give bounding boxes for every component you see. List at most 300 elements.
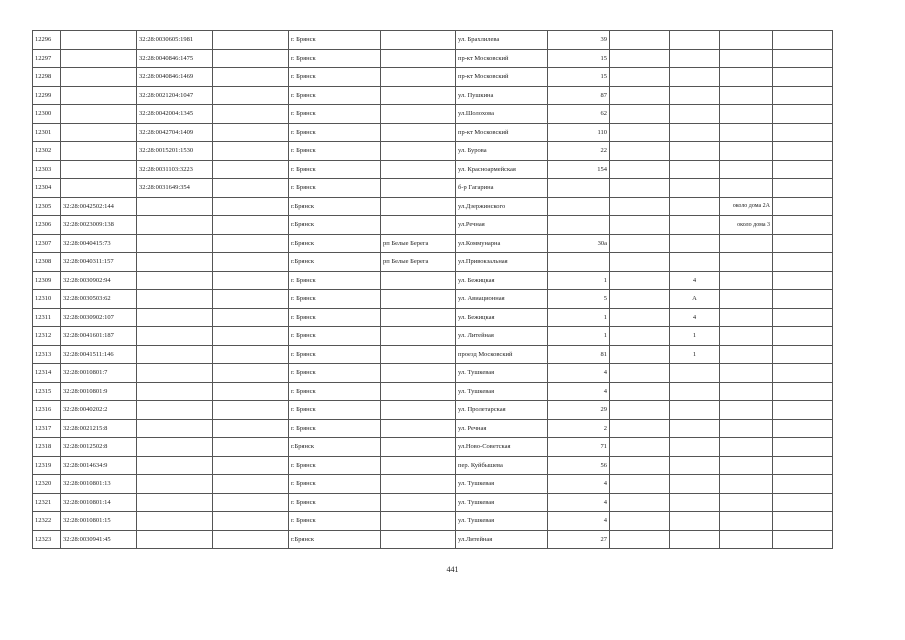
cell-id: 12321 (33, 493, 61, 512)
cell-cad-a: 32:28:0010801:9 (61, 382, 137, 401)
cell-id: 12320 (33, 475, 61, 494)
cell-bld (670, 49, 720, 68)
cell-empty (773, 364, 833, 383)
cell-empty (610, 86, 670, 105)
table-row (33, 216, 833, 235)
cell-city: г. Брянск (289, 179, 381, 198)
cell-empty (610, 68, 670, 87)
cell-empty (773, 382, 833, 401)
cell-district (381, 327, 456, 346)
cell-empty (213, 456, 289, 475)
cell-city: г. Брянск (289, 475, 381, 494)
cell-note (720, 512, 773, 531)
cell-city: г. Брянск (289, 49, 381, 68)
table-row (33, 160, 833, 179)
cell-empty (213, 86, 289, 105)
cell-cad-a (61, 142, 137, 161)
table-body (33, 31, 833, 549)
cell-cad-b: 32:28:0031103:3223 (137, 160, 213, 179)
cell-street: ул.Литейная (456, 530, 548, 549)
cell-cad-a: 32:28:0040202:2 (61, 401, 137, 420)
cell-empty (610, 493, 670, 512)
cell-cad-b (137, 512, 213, 531)
cell-district (381, 382, 456, 401)
cell-empty (773, 160, 833, 179)
cell-empty (213, 290, 289, 309)
cell-bld (670, 123, 720, 142)
cell-empty (213, 68, 289, 87)
cell-street: ул. Тушкевая (456, 475, 548, 494)
cell-id: 12313 (33, 345, 61, 364)
cell-city: г.Брянск (289, 438, 381, 457)
cell-empty (610, 123, 670, 142)
cell-cad-b: 32:28:0040846:1469 (137, 68, 213, 87)
cell-house: 4 (548, 382, 610, 401)
registry-table (32, 30, 833, 549)
cell-bld (670, 253, 720, 272)
cell-note (720, 382, 773, 401)
cell-id: 12317 (33, 419, 61, 438)
cell-cad-b: 32:28:0040846:1475 (137, 49, 213, 68)
cell-empty (610, 290, 670, 309)
cell-street: б-р Гагарина (456, 179, 548, 198)
cell-bld (670, 475, 720, 494)
cell-empty (610, 179, 670, 198)
cell-cad-a: 32:28:0030902:94 (61, 271, 137, 290)
cell-empty (773, 327, 833, 346)
cell-cad-b (137, 253, 213, 272)
table-row (33, 308, 833, 327)
cell-district (381, 401, 456, 420)
cell-empty (610, 216, 670, 235)
cell-cad-b (137, 216, 213, 235)
cell-note (720, 142, 773, 161)
table-row (33, 475, 833, 494)
cell-note: около дома 3 (720, 216, 773, 235)
cell-street: ул. Тушкевая (456, 382, 548, 401)
cell-id: 12301 (33, 123, 61, 142)
cell-district (381, 68, 456, 87)
cell-cad-b (137, 382, 213, 401)
cell-street: ул.Шолохова (456, 105, 548, 124)
cell-empty (773, 123, 833, 142)
cell-city: г.Брянск (289, 234, 381, 253)
cell-house: 27 (548, 530, 610, 549)
cell-empty (773, 142, 833, 161)
cell-empty (610, 271, 670, 290)
cell-district (381, 86, 456, 105)
cell-id: 12316 (33, 401, 61, 420)
cell-district (381, 530, 456, 549)
cell-empty (610, 530, 670, 549)
cell-house: 4 (548, 475, 610, 494)
cell-empty (773, 530, 833, 549)
cell-city: г.Брянск (289, 197, 381, 216)
cell-empty (213, 419, 289, 438)
cell-house: 15 (548, 49, 610, 68)
cell-district (381, 438, 456, 457)
cell-empty (773, 179, 833, 198)
cell-district (381, 512, 456, 531)
cell-note (720, 160, 773, 179)
cell-empty (213, 327, 289, 346)
cell-house: 2 (548, 419, 610, 438)
cell-id: 12312 (33, 327, 61, 346)
cell-house: 87 (548, 86, 610, 105)
cell-cad-b: 32:28:0030605:1981 (137, 31, 213, 50)
cell-bld (670, 530, 720, 549)
cell-note (720, 234, 773, 253)
cell-id: 12310 (33, 290, 61, 309)
cell-city: г. Брянск (289, 364, 381, 383)
cell-bld (670, 401, 720, 420)
cell-empty (213, 271, 289, 290)
cell-street: ул. Речная (456, 419, 548, 438)
cell-empty (773, 216, 833, 235)
cell-empty (773, 234, 833, 253)
cell-cad-a (61, 179, 137, 198)
cell-empty (213, 49, 289, 68)
table-row (33, 49, 833, 68)
cell-street: ул. Бурова (456, 142, 548, 161)
cell-empty (213, 31, 289, 50)
cell-street: ул.Ново-Советская (456, 438, 548, 457)
cell-bld (670, 86, 720, 105)
cell-street: ул. Авиационная (456, 290, 548, 309)
cell-empty (213, 345, 289, 364)
cell-city: г. Брянск (289, 401, 381, 420)
cell-empty (773, 512, 833, 531)
cell-bld (670, 456, 720, 475)
cell-cad-a: 32:28:0041601:187 (61, 327, 137, 346)
cell-bld (670, 382, 720, 401)
cell-cad-a: 32:28:0041511:146 (61, 345, 137, 364)
cell-note (720, 271, 773, 290)
cell-bld (670, 142, 720, 161)
cell-house (548, 216, 610, 235)
cell-street: ул. Брахлилева (456, 31, 548, 50)
cell-district: рп Белые Берега (381, 234, 456, 253)
cell-district (381, 105, 456, 124)
cell-house: 1 (548, 327, 610, 346)
cell-note (720, 327, 773, 346)
cell-note (720, 475, 773, 494)
cell-cad-a: 32:28:0010801:7 (61, 364, 137, 383)
cell-bld: А (670, 290, 720, 309)
cell-street: ул. Тушкевая (456, 512, 548, 531)
cell-district (381, 123, 456, 142)
cell-cad-a: 32:28:0040415:73 (61, 234, 137, 253)
table-row (33, 345, 833, 364)
cell-house: 71 (548, 438, 610, 457)
cell-cad-a (61, 105, 137, 124)
cell-empty (213, 216, 289, 235)
table-row (33, 31, 833, 50)
cell-cad-a: 32:28:0010801:13 (61, 475, 137, 494)
cell-house (548, 179, 610, 198)
cell-cad-b (137, 530, 213, 549)
cell-cad-b (137, 327, 213, 346)
cell-empty (610, 475, 670, 494)
cell-bld (670, 438, 720, 457)
cell-id: 12306 (33, 216, 61, 235)
cell-house: 4 (548, 512, 610, 531)
table-row (33, 253, 833, 272)
cell-city: г. Брянск (289, 382, 381, 401)
table-row (33, 456, 833, 475)
cell-district (381, 364, 456, 383)
cell-city: г.Брянск (289, 216, 381, 235)
table-row (33, 179, 833, 198)
cell-bld (670, 234, 720, 253)
cell-empty (213, 475, 289, 494)
cell-street: ул. Пушкина (456, 86, 548, 105)
cell-id: 12314 (33, 364, 61, 383)
cell-cad-b (137, 197, 213, 216)
cell-empty (610, 142, 670, 161)
cell-district (381, 345, 456, 364)
cell-empty (213, 530, 289, 549)
cell-empty (610, 160, 670, 179)
cell-cad-a: 32:28:0012502:8 (61, 438, 137, 457)
cell-district (381, 290, 456, 309)
cell-empty (610, 105, 670, 124)
cell-street: пр-кт Московский (456, 123, 548, 142)
cell-empty (773, 86, 833, 105)
cell-empty (213, 234, 289, 253)
cell-street: ул. Пролетарская (456, 401, 548, 420)
cell-street: ул.Привокзальная (456, 253, 548, 272)
cell-cad-b (137, 271, 213, 290)
cell-street: ул. Бежицкая (456, 308, 548, 327)
cell-empty (213, 438, 289, 457)
cell-id: 12303 (33, 160, 61, 179)
cell-city: г. Брянск (289, 31, 381, 50)
cell-note (720, 49, 773, 68)
cell-house: 62 (548, 105, 610, 124)
cell-empty (773, 105, 833, 124)
table-row (33, 105, 833, 124)
cell-empty (773, 419, 833, 438)
table-row (33, 438, 833, 457)
table-row (33, 419, 833, 438)
cell-cad-a (61, 86, 137, 105)
cell-cad-a: 32:28:0010801:15 (61, 512, 137, 531)
cell-city: г. Брянск (289, 271, 381, 290)
cell-street: пер. Куйбышева (456, 456, 548, 475)
table-row (33, 493, 833, 512)
cell-bld (670, 364, 720, 383)
cell-empty (773, 308, 833, 327)
cell-cad-a: 32:28:0040311:157 (61, 253, 137, 272)
cell-id: 12318 (33, 438, 61, 457)
table-row (33, 382, 833, 401)
cell-id: 12304 (33, 179, 61, 198)
cell-cad-b (137, 308, 213, 327)
cell-cad-b (137, 401, 213, 420)
cell-bld (670, 31, 720, 50)
cell-empty (773, 31, 833, 50)
cell-street: пр-кт Московский (456, 49, 548, 68)
table-row (33, 123, 833, 142)
cell-street: ул. Литейная (456, 327, 548, 346)
cell-id: 12311 (33, 308, 61, 327)
cell-empty (213, 123, 289, 142)
cell-note (720, 308, 773, 327)
cell-note: около дома 2А (720, 197, 773, 216)
cell-bld: 4 (670, 308, 720, 327)
cell-city: г. Брянск (289, 290, 381, 309)
cell-empty (213, 401, 289, 420)
cell-cad-b (137, 345, 213, 364)
cell-empty (610, 308, 670, 327)
cell-cad-a: 32:28:0042502:144 (61, 197, 137, 216)
cell-cad-a: 32:28:0030941:45 (61, 530, 137, 549)
cell-district (381, 216, 456, 235)
cell-city: г. Брянск (289, 327, 381, 346)
cell-street: ул. Красноармейская (456, 160, 548, 179)
cell-house: 15 (548, 68, 610, 87)
table-row (33, 142, 833, 161)
cell-bld (670, 105, 720, 124)
cell-empty (773, 271, 833, 290)
cell-house: 29 (548, 401, 610, 420)
cell-empty (610, 512, 670, 531)
cell-note (720, 31, 773, 50)
cell-street: ул.Коммунарна (456, 234, 548, 253)
cell-city: г. Брянск (289, 345, 381, 364)
cell-district: рп Белые Берега (381, 253, 456, 272)
cell-empty (610, 327, 670, 346)
cell-empty (610, 253, 670, 272)
cell-city: г. Брянск (289, 68, 381, 87)
cell-empty (610, 419, 670, 438)
cell-id: 12309 (33, 271, 61, 290)
cell-city: г. Брянск (289, 456, 381, 475)
table-row (33, 530, 833, 549)
cell-city: г. Брянск (289, 123, 381, 142)
cell-note (720, 419, 773, 438)
cell-empty (610, 456, 670, 475)
cell-house: 22 (548, 142, 610, 161)
cell-city: г. Брянск (289, 160, 381, 179)
cell-note (720, 123, 773, 142)
cell-city: г. Брянск (289, 142, 381, 161)
cell-cad-a: 32:28:0030902:107 (61, 308, 137, 327)
cell-empty (213, 179, 289, 198)
cell-cad-a (61, 31, 137, 50)
cell-street: ул.Речная (456, 216, 548, 235)
cell-empty (610, 382, 670, 401)
cell-cad-b (137, 364, 213, 383)
cell-city: г.Брянск (289, 253, 381, 272)
cell-id: 12302 (33, 142, 61, 161)
cell-id: 12298 (33, 68, 61, 87)
cell-house: 30а (548, 234, 610, 253)
cell-id: 12319 (33, 456, 61, 475)
cell-empty (773, 49, 833, 68)
cell-empty (213, 105, 289, 124)
cell-house: 39 (548, 31, 610, 50)
cell-empty (773, 475, 833, 494)
cell-city: г. Брянск (289, 419, 381, 438)
cell-cad-b (137, 234, 213, 253)
cell-bld: 1 (670, 327, 720, 346)
table-row (33, 290, 833, 309)
cell-house: 56 (548, 456, 610, 475)
cell-bld: 4 (670, 271, 720, 290)
cell-empty (213, 364, 289, 383)
cell-cad-b: 32:28:0042004:1345 (137, 105, 213, 124)
cell-empty (773, 68, 833, 87)
cell-empty (610, 438, 670, 457)
cell-empty (773, 456, 833, 475)
cell-empty (213, 493, 289, 512)
cell-cad-a: 32:28:0021215:8 (61, 419, 137, 438)
cell-street: ул. Бежицкая (456, 271, 548, 290)
cell-bld (670, 493, 720, 512)
cell-cad-b (137, 456, 213, 475)
cell-note (720, 493, 773, 512)
table-row (33, 364, 833, 383)
cell-district (381, 308, 456, 327)
cell-house: 81 (548, 345, 610, 364)
cell-empty (610, 364, 670, 383)
cell-district (381, 271, 456, 290)
cell-house: 110 (548, 123, 610, 142)
cell-cad-b (137, 475, 213, 494)
cell-empty (773, 438, 833, 457)
cell-city: г. Брянск (289, 512, 381, 531)
cell-empty (213, 253, 289, 272)
cell-cad-a: 32:28:0023009:138 (61, 216, 137, 235)
cell-city: г.Брянск (289, 530, 381, 549)
cell-street: ул.Дзержинского (456, 197, 548, 216)
cell-cad-a (61, 49, 137, 68)
cell-district (381, 49, 456, 68)
cell-district (381, 475, 456, 494)
cell-empty (773, 197, 833, 216)
cell-empty (213, 197, 289, 216)
cell-id: 12308 (33, 253, 61, 272)
cell-house: 1 (548, 308, 610, 327)
cell-street: проезд Московский (456, 345, 548, 364)
cell-note (720, 68, 773, 87)
cell-bld (670, 179, 720, 198)
table-row (33, 234, 833, 253)
cell-empty (213, 308, 289, 327)
cell-cad-a (61, 160, 137, 179)
cell-district (381, 493, 456, 512)
cell-empty (610, 31, 670, 50)
cell-house (548, 253, 610, 272)
cell-id: 12299 (33, 86, 61, 105)
cell-id: 12300 (33, 105, 61, 124)
cell-empty (773, 253, 833, 272)
cell-note (720, 456, 773, 475)
cell-id: 12322 (33, 512, 61, 531)
cell-street: ул. Тушкевая (456, 364, 548, 383)
cell-bld (670, 68, 720, 87)
page-number: 441 (446, 565, 459, 574)
cell-street: ул. Тушкевая (456, 493, 548, 512)
cell-note (720, 86, 773, 105)
cell-district (381, 179, 456, 198)
cell-note (720, 530, 773, 549)
table-row (33, 86, 833, 105)
cell-id: 12307 (33, 234, 61, 253)
cell-house: 4 (548, 364, 610, 383)
